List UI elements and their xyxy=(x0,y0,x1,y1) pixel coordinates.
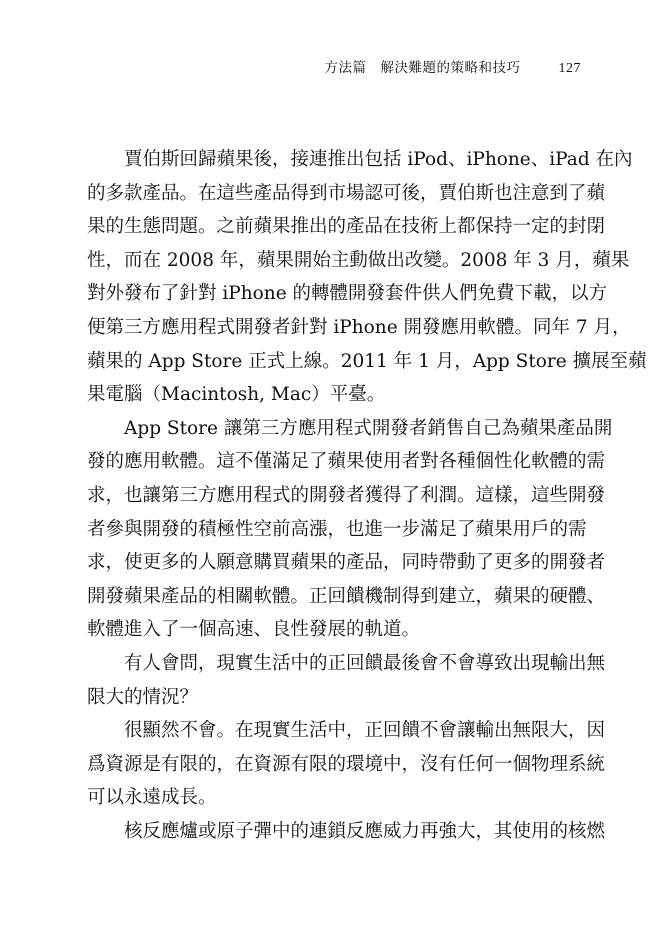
page-number: 127 xyxy=(558,61,581,76)
text-line: 求，使更多的人願意購買蘋果的產品，同時帶動了更多的開發者 xyxy=(87,552,606,574)
paragraph xyxy=(87,412,613,647)
text-line: 對外發布了針對 iPhone 的轉體開發套件供人們免費下載，以方 xyxy=(87,283,608,305)
text-line: 限大的情況？ xyxy=(87,686,199,708)
text-line: 性，而在 2008 年，蘋果開始主動做出改變。2008 年 3 月，蘋果 xyxy=(87,249,630,271)
text-line: 便第三方應用程式開發者針對 iPhone 開發應用軟體。同年 7 月， xyxy=(87,316,631,338)
text-line: 果的生態問題。之前蘋果推出的產品在技術上都保持一定的封閉 xyxy=(87,216,606,238)
body-text xyxy=(87,143,647,848)
text-line: 求，也讓第三方應用程式的開發者獲得了利潤。這樣，這些開發 xyxy=(87,484,606,506)
text-line: 開發蘋果產品的相關軟體。正回饋機制得到建立，蘋果的硬體、 xyxy=(87,585,606,607)
paragraph xyxy=(87,815,606,849)
text-line: 果電腦（Macintosh, Mac）平臺。 xyxy=(87,384,386,406)
text-line: 爲資源是有限的，在資源有限的環境中，沒有任何一個物理系統 xyxy=(87,753,606,775)
header-chapter: 方法篇 xyxy=(324,60,367,76)
text-line: 賈伯斯回歸蘋果後，接連推出包括 iPod、iPhone、iPad 在內 xyxy=(124,149,633,170)
paragraph xyxy=(87,714,606,815)
text-line: App Store 讓第三方應用程式開發者銷售自己為蘋果產品開 xyxy=(124,417,613,439)
running-header xyxy=(325,56,582,77)
text-line: 的多款產品。在這些產品得到市場認可後，賈伯斯也注意到了蘋 xyxy=(87,182,606,204)
text-line: 軟體進入了一個高速、良性發展的軌道。 xyxy=(87,619,421,641)
text-line: 蘋果的 App Store 正式上線。2011 年 1 月，App Store 擴展至蘋 xyxy=(87,350,647,372)
text-line: 核反應爐或原子彈中的連鎖反應威力再強大，其使用的核燃 xyxy=(124,820,606,842)
text-line: 有人會問，現實生活中的正回饋最後會不會導致出現輸出無 xyxy=(124,652,606,674)
paragraph xyxy=(87,143,647,412)
paragraph xyxy=(87,647,606,714)
text-line: 者參與開發的積極性空前高漲，也進一步滿足了蘋果用戶的需 xyxy=(87,518,587,540)
header-section-title: 解決難題的策略和技巧 xyxy=(380,60,521,76)
text-line: 可以永遠成長。 xyxy=(87,787,217,809)
text-line: 發的應用軟體。這不僅滿足了蘋果使用者對各種個性化軟體的需 xyxy=(87,451,606,473)
text-line: 很顯然不會。在現實生活中，正回饋不會讓輸出無限大，因 xyxy=(124,720,606,742)
